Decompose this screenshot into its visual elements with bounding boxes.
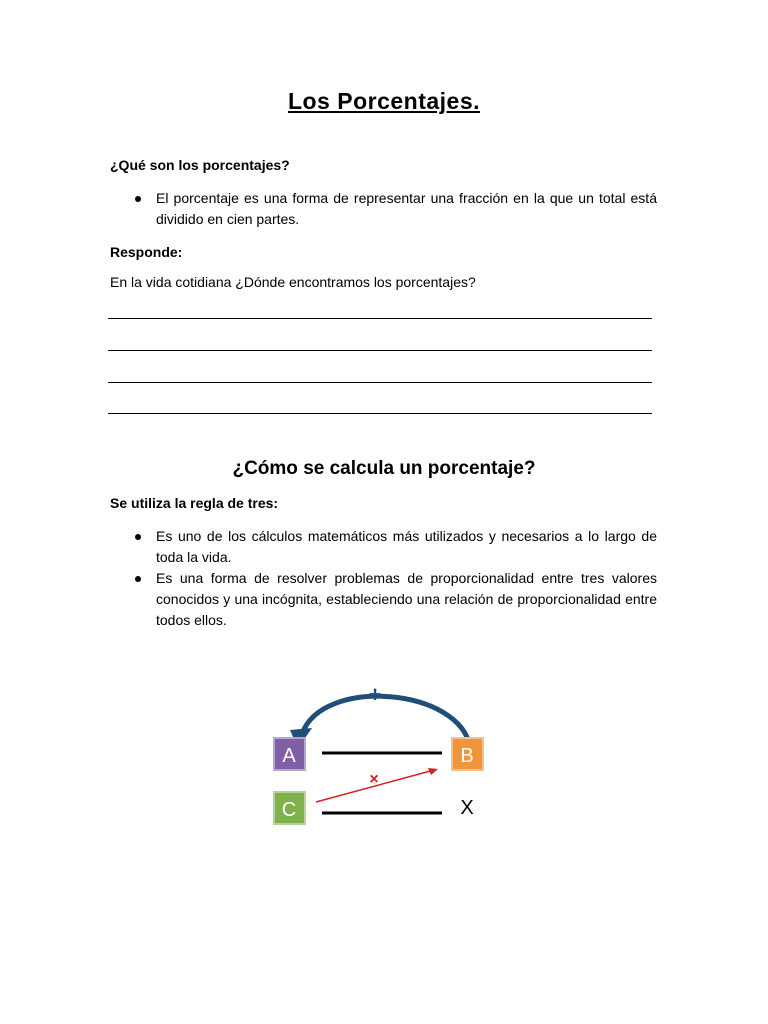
question-heading: ¿Qué son los porcentajes? (110, 157, 290, 173)
bullet-icon (135, 576, 141, 582)
answer-line[interactable] (108, 318, 652, 319)
list-item-text: El porcentaje es una forma de representar una fracción en la que un total está dividido en cien partes. (156, 190, 657, 227)
bullet-icon (135, 534, 141, 540)
box-c-label: C (281, 799, 297, 821)
box-a-label: A (282, 745, 296, 767)
section-subtitle: Se utiliza la regla de tres: (110, 495, 279, 511)
bullet-icon (135, 196, 141, 202)
list-item (110, 526, 657, 568)
question-prompt: En la vida cotidiana ¿Dónde encontramos los porcentajes? (110, 274, 476, 290)
page-title: Los Porcentajes. (287, 88, 481, 114)
definition-list (110, 188, 657, 230)
section-title: ¿Cómo se calcula un porcentaje? (232, 458, 536, 479)
list-item-text: Es uno de los cálculos matemáticos más utilizados y necesarios a lo largo de toda la vida. (156, 528, 657, 565)
respond-label: Responde: (110, 244, 183, 260)
rule-of-three-list (110, 526, 657, 631)
plus-symbol: + (368, 682, 382, 707)
box-b-label: B (460, 745, 474, 767)
rule-of-three-diagram (262, 678, 502, 830)
list-item (110, 188, 657, 230)
unknown-x: X (460, 797, 474, 819)
list-item (110, 568, 657, 631)
answer-line[interactable] (108, 350, 652, 351)
answer-line[interactable] (108, 413, 652, 414)
answer-line[interactable] (108, 382, 652, 383)
cross-multiply-arrowhead-icon (428, 768, 438, 775)
list-item-text: Es una forma de resolver problemas de proporcionalidad entre tres valores conocidos y una incógnita, estableciendo una relación de proporcionalidad entre todos ellos. (156, 570, 657, 628)
times-symbol: × (369, 771, 379, 788)
arc-arrow (302, 696, 470, 748)
